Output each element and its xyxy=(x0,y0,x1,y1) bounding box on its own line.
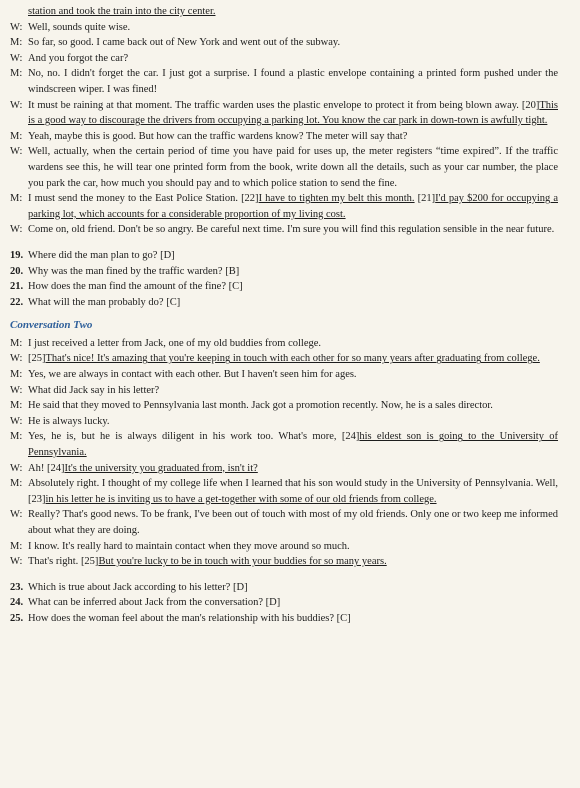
question-number: 24. xyxy=(10,597,24,609)
section-heading: Conversation Two xyxy=(10,319,93,332)
dialogue-text xyxy=(28,429,558,460)
speaker-label: W: xyxy=(10,556,23,568)
dialogue-line xyxy=(10,4,558,20)
question-text xyxy=(28,264,239,280)
question-number: 21. xyxy=(10,281,24,293)
dialogue-line xyxy=(10,20,558,36)
answer-key: [D] xyxy=(265,597,281,609)
dialogue-text: Come on, old friend. Don't be so angry. Be careful next time. I'm sure you will find this regulation sensible in the near future. xyxy=(28,224,555,236)
underlined-text: It's the university you graduated from, isn't it? xyxy=(64,462,258,474)
dialogue-text: I know. It's really hard to maintain contact when they move around so much. xyxy=(28,540,350,552)
underlined-text: I have to tighten my belt this month. xyxy=(258,193,415,205)
dialogue-text: Well, sounds quite wise. xyxy=(28,21,131,33)
dialogue-line xyxy=(10,51,558,67)
speaker-label: W: xyxy=(10,21,23,33)
dialogue-line xyxy=(10,461,558,477)
answer-tag: [20] xyxy=(521,99,540,111)
dialogue-line xyxy=(10,476,558,507)
dialogue-line xyxy=(10,129,558,145)
question-text xyxy=(28,248,175,264)
dialogue-line xyxy=(10,429,558,460)
question-number: 19. xyxy=(10,249,24,261)
question-prompt: What will the man probably do? xyxy=(28,296,164,308)
question-text xyxy=(28,279,243,295)
question-item xyxy=(10,595,558,611)
speaker-label: M: xyxy=(10,68,23,80)
dialogue-line xyxy=(10,539,558,555)
speaker-label: W: xyxy=(10,509,23,521)
speaker-label: M: xyxy=(10,193,23,205)
dialogue-text xyxy=(28,351,558,367)
dialogue-text: So far, so good. I came back out of New York and went out of the subway. xyxy=(28,37,341,49)
speaker-label: M: xyxy=(10,369,23,381)
answer-tag: [24] xyxy=(341,431,360,443)
answer-key: [C] xyxy=(228,281,243,293)
underlined-text: his eldest son is going to the University of Pennsylvania. xyxy=(28,431,559,459)
dialogue-text xyxy=(28,191,558,222)
speaker-label: W: xyxy=(10,52,23,64)
question-number: 22. xyxy=(10,296,24,308)
question-text xyxy=(28,595,280,611)
speaker-label: W: xyxy=(10,415,23,427)
dialogue-line xyxy=(10,414,558,430)
dialogue-line xyxy=(10,336,558,352)
dialogue-text: What did Jack say in his letter? xyxy=(28,384,160,396)
dialogue-text xyxy=(28,476,558,507)
dialogue-line xyxy=(10,383,558,399)
question-prompt: How does the woman feel about the man's relationship with his buddies? xyxy=(28,612,335,624)
question-item xyxy=(10,248,558,264)
dialogue-line xyxy=(10,98,558,129)
speaker-label: W: xyxy=(10,146,23,158)
dialogue-line xyxy=(10,66,558,97)
answer-key: [C] xyxy=(166,296,181,308)
speaker-label: M: xyxy=(10,431,23,443)
answer-tag: [24] xyxy=(46,462,65,474)
question-item xyxy=(10,279,558,295)
dialogue-text-plain: Absolutely right. I thought of my college life when I learned that his son would study in the University of Pennsylvania. Well, xyxy=(28,478,558,490)
speaker-label: W: xyxy=(10,224,23,236)
dialogue-text: He said that they moved to Pennsylvania last month. Jack got a promotion recently. Now, he is a sales director. xyxy=(28,400,493,412)
speaker-label: M: xyxy=(10,540,23,552)
answer-key: [C] xyxy=(336,612,351,624)
dialogue-text: Yes, we are always in contact with each other. But I haven't seen him for ages. xyxy=(28,369,357,381)
speaker-label: M: xyxy=(10,130,23,142)
dialogue-text: He is always lucky. xyxy=(28,415,110,427)
underlined-text: But you're lucky to be in touch with your buddies for so many years. xyxy=(98,556,387,568)
question-prompt: How does the man find the amount of the fine? xyxy=(28,281,226,293)
answer-tag: [21] xyxy=(417,193,436,205)
dialogue-line xyxy=(10,222,558,238)
dialogue-line xyxy=(10,351,558,367)
speaker-label: W: xyxy=(10,384,23,396)
speaker-label: M: xyxy=(10,400,23,412)
speaker-label: W: xyxy=(10,353,23,365)
question-prompt: Which is true about Jack according to his letter? xyxy=(28,581,231,593)
dialogue-text: And you forgot the car? xyxy=(28,52,129,64)
question-prompt: Where did the man plan to go? xyxy=(28,249,158,261)
dialogue-text xyxy=(28,98,558,129)
dialogue-line xyxy=(10,35,558,51)
dialogue-text xyxy=(28,461,558,477)
answer-tag: [23] xyxy=(28,493,46,505)
dialogue-text: No, no. I didn't forget the car. I just got a surprise. I found a plastic envelope containing a printed form pushed under the windscreen wiper. I was fined! xyxy=(28,68,558,95)
question-item xyxy=(10,611,558,627)
speaker-label: W: xyxy=(10,99,23,111)
dialogue-text: Well, actually, when the certain period of time you have paid for uses up, the meter registers “time expired”. If the traffic wardens see this, he will tear one printed form from the book, write down all the details, such as your car number, the place you park the car, how much you should pay and to which police station to send the fine. xyxy=(28,146,558,189)
dialogue-line xyxy=(10,144,558,191)
answer-tag: [25] xyxy=(28,353,46,365)
question-prompt: Why was the man fined by the traffic warden? xyxy=(28,265,223,277)
answer-key: [B] xyxy=(225,265,240,277)
dialogue-text: Yeah, maybe this is good. But how can the traffic wardens know? The meter will say that? xyxy=(28,130,408,142)
dialogue-line xyxy=(10,554,558,570)
question-text xyxy=(28,295,180,311)
underlined-text: That's nice! It's amazing that you're keeping in touch with each other for so many years after graduating from college. xyxy=(45,353,540,365)
answer-key: [D] xyxy=(160,249,175,261)
speaker-label: M: xyxy=(10,37,23,49)
dialogue-text-plain: Ah! xyxy=(28,462,47,474)
answer-key: [D] xyxy=(232,581,248,593)
question-item xyxy=(10,295,558,311)
speaker-label: M: xyxy=(10,337,23,349)
answer-tag: [22] xyxy=(241,193,259,205)
dialogue-text-plain: It must be raining at that moment. The traffic warden uses the plastic envelope to protect it from being blown away. xyxy=(28,99,522,111)
question-text xyxy=(28,580,248,596)
dialogue-line xyxy=(10,191,558,222)
question-number: 23. xyxy=(10,581,24,593)
speaker-label: M: xyxy=(10,478,23,490)
dialogue-text-plain: That's right. xyxy=(28,556,81,568)
question-item xyxy=(10,580,558,596)
question-number: 25. xyxy=(10,612,24,624)
dialogue-line xyxy=(10,507,558,538)
underlined-text: This is a good way to discourage the drivers from occupying a parking lot. You know the car park in down-town is awfully tight. xyxy=(28,99,558,127)
answer-tag: [25] xyxy=(80,556,99,568)
dialogue-text: Really? That's good news. To be frank, I've been out of touch with most of my old friends. Only one or two keep me informed about what they are doing. xyxy=(28,509,558,536)
dialogue-line xyxy=(10,398,558,414)
question-number: 20. xyxy=(10,265,24,277)
dialogue-text-plain: I must send the money to the East Police Station. xyxy=(28,193,242,205)
question-text xyxy=(28,611,351,627)
dialogue-text-plain: Yes, he is, but he is always diligent in his work too. What's more, xyxy=(28,431,342,443)
speaker-label: W: xyxy=(10,462,23,474)
underlined-text: in his letter he is inviting us to have a get-together with some of our old friends from college. xyxy=(45,493,437,505)
question-item xyxy=(10,264,558,280)
underlined-text: station and took the train into the city center. xyxy=(28,6,216,17)
dialogue-line xyxy=(10,367,558,383)
dialogue-text: I just received a letter from Jack, one of my old buddies from college. xyxy=(28,337,322,349)
question-prompt: What can be inferred about Jack from the conversation? xyxy=(28,597,263,609)
dialogue-text xyxy=(28,554,558,570)
underlined-text: I'd pay $200 for occupying a parking lot, which accounts for a considerable proportion of my living cost. xyxy=(28,193,558,220)
